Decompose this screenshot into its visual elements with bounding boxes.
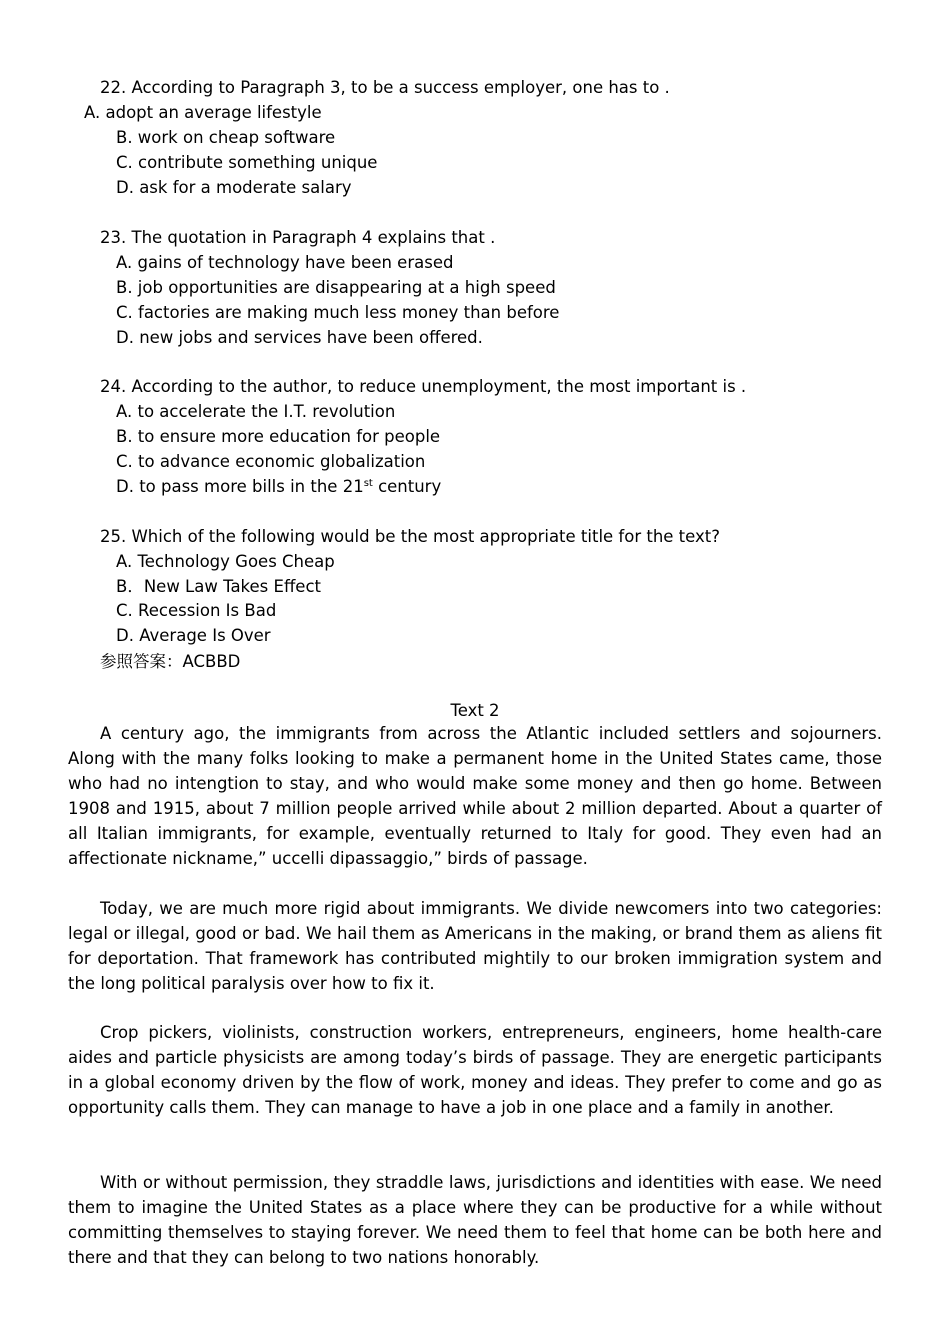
question-23-option-c: C. factories are making much less money than before bbox=[116, 303, 560, 322]
question-24-option-d bbox=[116, 474, 441, 499]
superscript-st: st bbox=[363, 478, 373, 489]
question-22-option-d: D. ask for a moderate salary bbox=[116, 178, 352, 197]
question-24-option-a: A. to accelerate the I.T. revolution bbox=[116, 402, 396, 421]
option-d-text: D. to pass more bills in the 21 bbox=[116, 477, 364, 496]
question-24-stem: 24. According to the author, to reduce unemployment, the most important is . bbox=[100, 377, 747, 396]
option-d-suffix: century bbox=[372, 477, 442, 496]
question-25-option-a: A. Technology Goes Cheap bbox=[116, 552, 335, 571]
question-22-option-c: C. contribute something unique bbox=[116, 153, 378, 172]
paragraph-3: Crop pickers, violinists, construction workers, entrepreneurs, engineers, home health-care aides and particle physicists are among today’s birds of passage. They are energetic participants in a global economy driven by the flow of work, money and ideas. They prefer to come and go as opportunity calls them. They can manage to have a job in one place and a family in another. bbox=[68, 1023, 882, 1117]
question-25-option-c: C. Recession Is Bad bbox=[116, 601, 277, 620]
question-22-option-b: B. work on cheap software bbox=[116, 128, 336, 147]
question-25-option-b: B．New Law Takes Effect bbox=[116, 577, 322, 596]
question-25-option-d: D. Average Is Over bbox=[116, 626, 271, 645]
question-24-option-b: B. to ensure more education for people bbox=[116, 427, 441, 446]
question-24-option-c: C. to advance economic globalization bbox=[116, 452, 426, 471]
question-22-option-a: A. adopt an average lifestyle bbox=[84, 103, 322, 122]
answer-key: 参照答案：ACBBD bbox=[100, 652, 241, 671]
paragraph-4: With or without permission, they straddle laws, jurisdictions and identities with ease. We need them to imagine the United States as a place where they can be productive for a while without committing themselves to staying forever. We need them to feel that home can be both here and there and that they can belong to two nations honorably. bbox=[68, 1173, 882, 1267]
question-22-stem: 22. According to Paragraph 3, to be a success employer, one has to . bbox=[100, 78, 670, 97]
question-23-option-d: D. new jobs and services have been offered. bbox=[116, 328, 483, 347]
question-23-stem: 23. The quotation in Paragraph 4 explains that . bbox=[100, 228, 496, 247]
question-23-option-b: B. job opportunities are disappearing at a high speed bbox=[116, 278, 556, 297]
question-25-stem: 25. Which of the following would be the most appropriate title for the text? bbox=[100, 527, 721, 546]
paragraph-2: Today, we are much more rigid about immigrants. We divide newcomers into two categories: legal or illegal, good or bad. We hail them as Americans in the making, or brand them as aliens fit for deportation. That framework has contributed mightily to our broken immigration system and the long political paralysis over how to fix it. bbox=[68, 899, 882, 993]
question-23-option-a: A. gains of technology have been erased bbox=[116, 253, 454, 272]
paragraph-1: A century ago, the immigrants from across the Atlantic included settlers and sojourners. Along with the many folks looking to make a permanent home in the United States came, those who had no intengtion to stay, and who would make some money and then go home. Between 1908 and 1915, about 7 million people arrived while about 2 million departed. About a quarter of all Italian immigrants, for example, eventually returned to Italy for good. They even had an affectionate nickname,” uccelli dipassaggio,” birds of passage. bbox=[68, 724, 882, 868]
section-title: Text 2 bbox=[450, 701, 500, 720]
